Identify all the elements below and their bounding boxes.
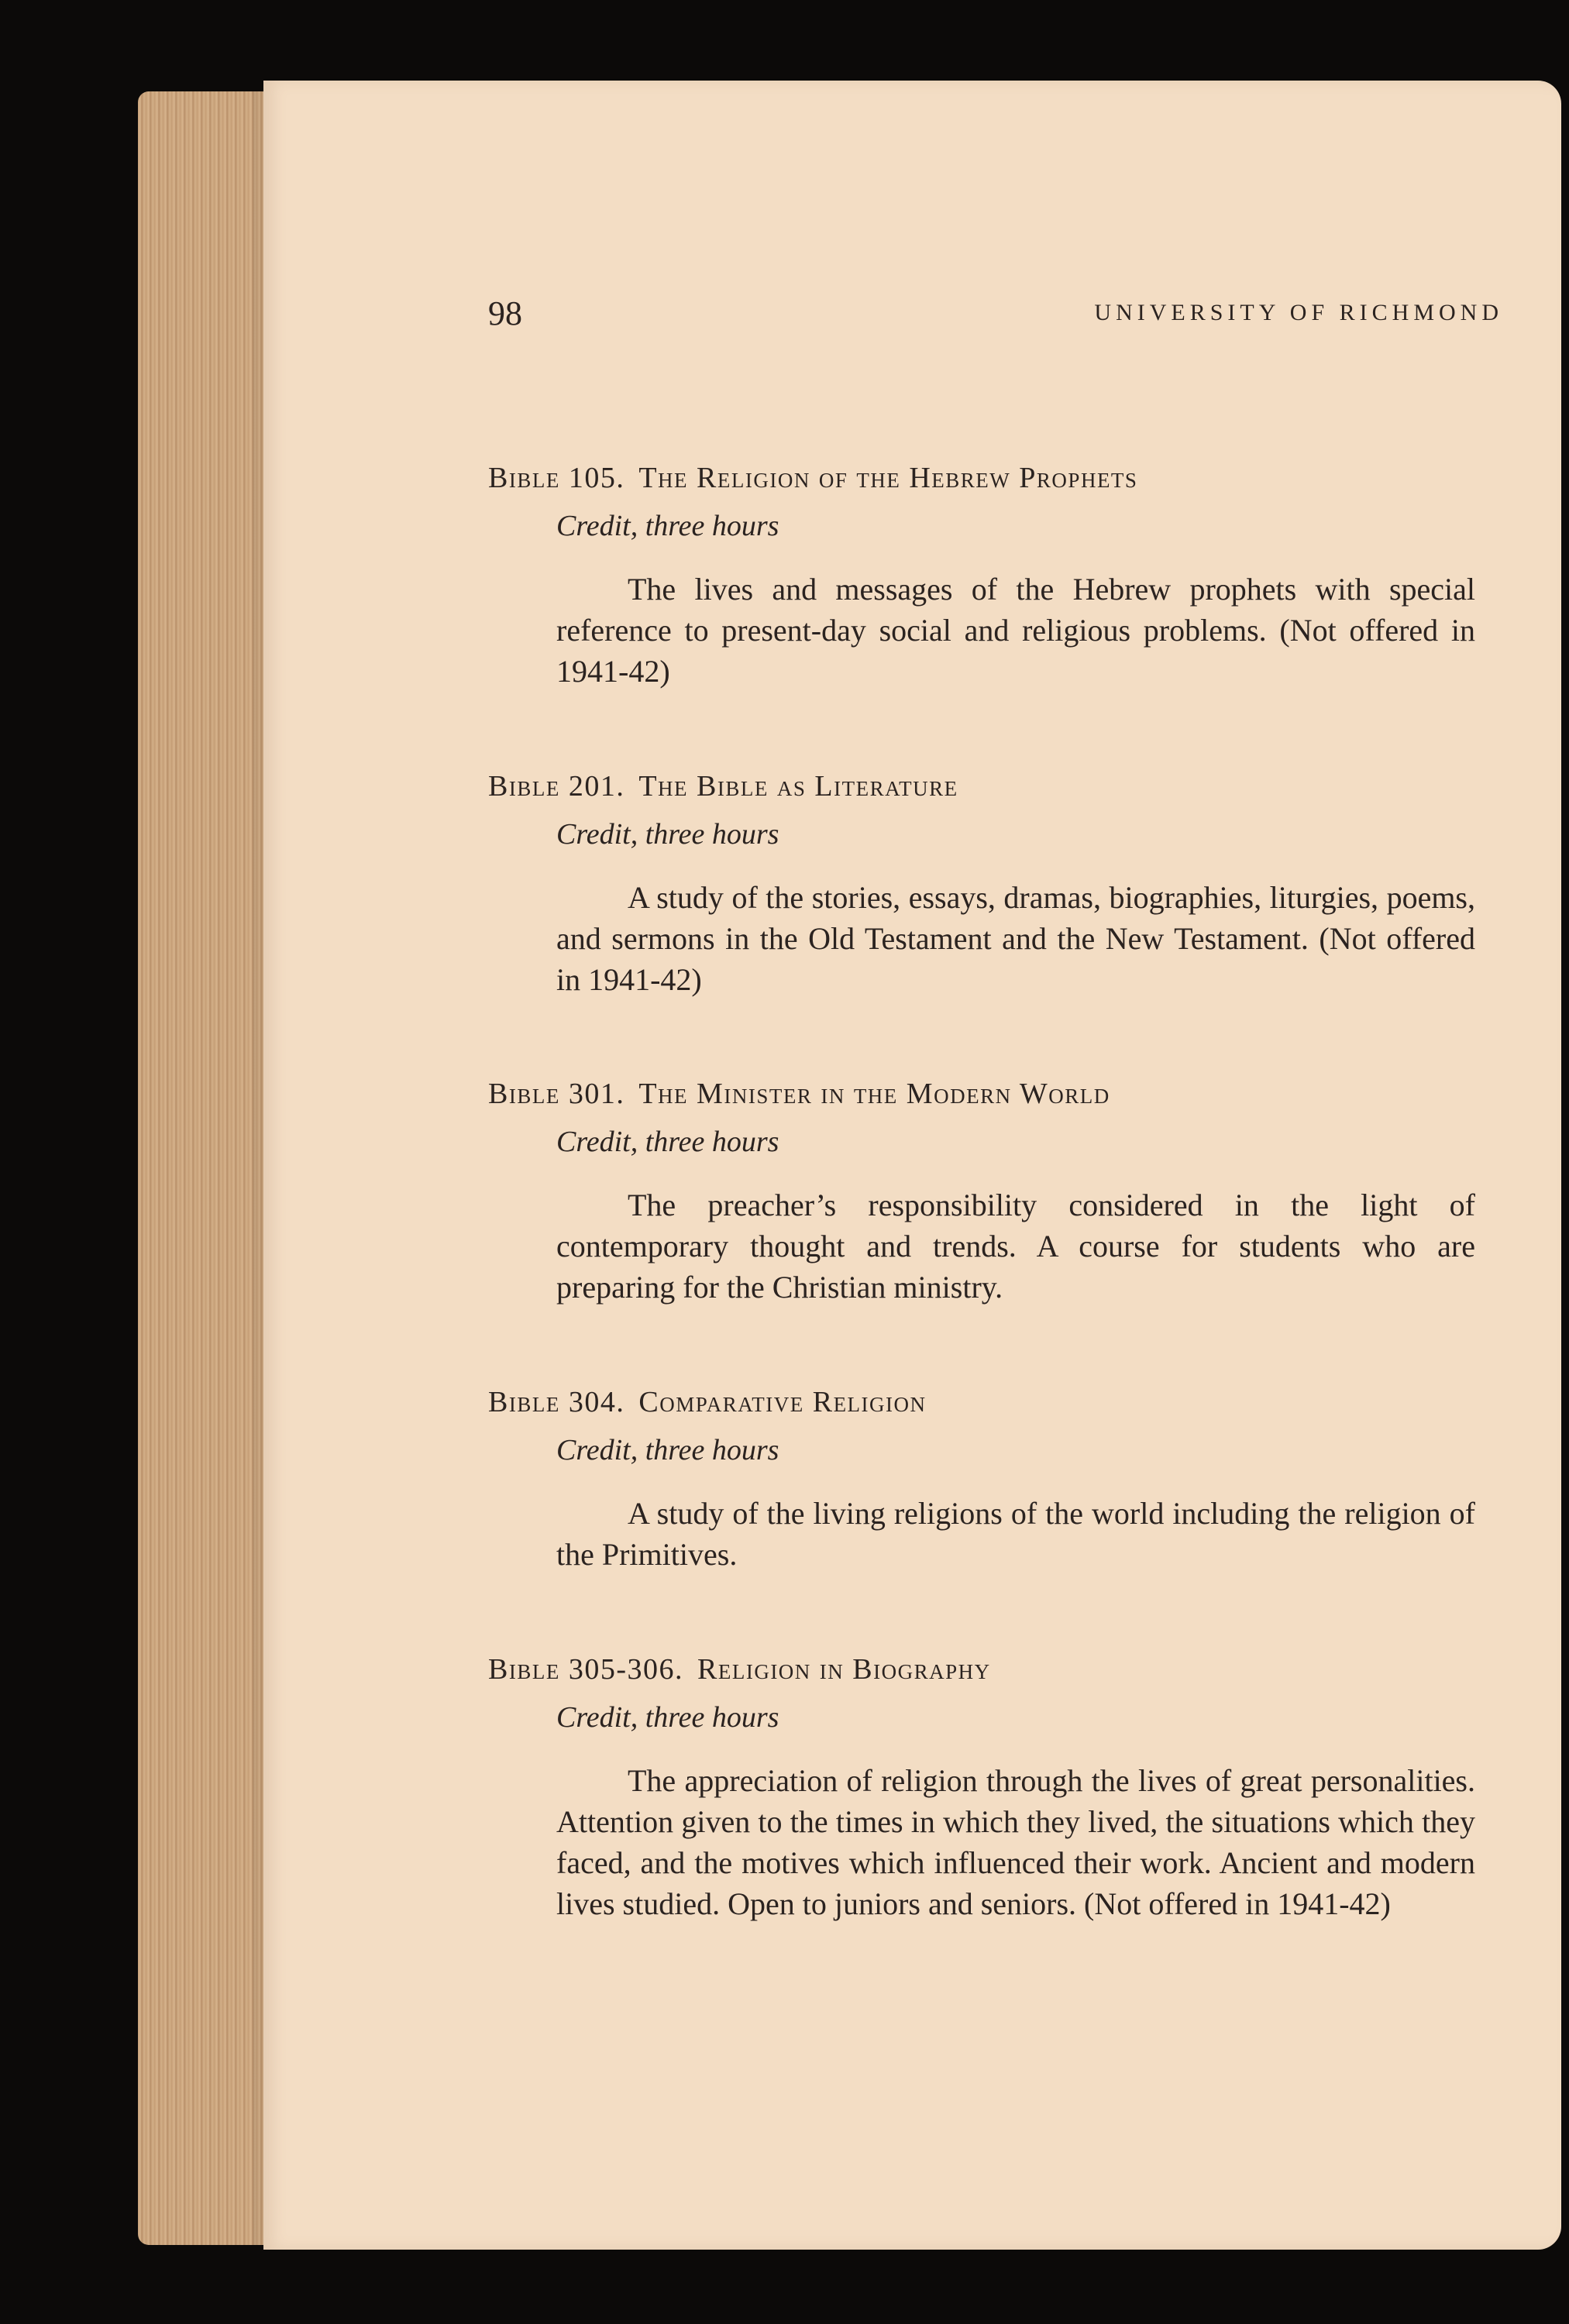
course-description: The appreciation of religion through the lives of great personalities. Attention given to the times in which they lived, the situations which they faced, and the motives which influenced their work. Ancient and modern lives studied. Open to juniors and seniors. (Not offered in 1941-42): [556, 1763, 1475, 1921]
course-code: Bible 304.: [488, 1386, 625, 1418]
course-title: The Bible as Literature: [638, 770, 958, 803]
course-credit: Credit, three hours: [556, 1434, 779, 1466]
course-entry-bible-201: [488, 768, 1526, 1000]
book-page-edges: [138, 91, 270, 2245]
course-entry-bible-301: [488, 1076, 1526, 1308]
course-description: The preacher’s responsibility considered in the light of contemporary thought and trends. A course for students who are preparing for the Christian ministry.: [556, 1188, 1475, 1305]
course-title: Religion in Biography: [697, 1653, 991, 1686]
course-credit: Credit, three hours: [556, 818, 779, 851]
course-code: Bible 105.: [488, 462, 625, 494]
course-credit: Credit, three hours: [556, 510, 779, 542]
course-entry-bible-105: [488, 460, 1526, 692]
course-heading: [488, 1384, 1526, 1420]
course-heading: [488, 768, 1526, 804]
course-title: Comparative Religion: [638, 1386, 927, 1418]
course-entry-bible-305-306: [488, 1652, 1526, 1924]
course-description: A study of the stories, essays, dramas, biographies, liturgies, poems, and sermons in the Old Testament and the New Testament. (Not offered in 1941-42): [556, 880, 1475, 997]
course-heading: [488, 460, 1526, 496]
course-description: A study of the living religions of the world including the religion of the Primitives.: [556, 1496, 1475, 1572]
page-number: 98: [488, 294, 522, 332]
running-head: [488, 294, 1503, 340]
course-title: The Minister in the Modern World: [638, 1078, 1110, 1110]
course-heading: [488, 1076, 1526, 1112]
course-code: Bible 201.: [488, 770, 625, 803]
course-code: Bible 301.: [488, 1078, 625, 1110]
course-title: The Religion of the Hebrew Prophets: [638, 462, 1138, 494]
course-credit: Credit, three hours: [556, 1701, 779, 1734]
course-credit: Credit, three hours: [556, 1126, 779, 1158]
course-code: Bible 305-306.: [488, 1653, 683, 1686]
course-heading: [488, 1652, 1526, 1687]
book-page: [263, 81, 1561, 2250]
course-description: The lives and messages of the Hebrew prophets with special reference to present-day social and religious problems. (Not offered in 1941-42): [556, 572, 1475, 689]
running-title: UNIVERSITY OF RICHMOND: [1094, 300, 1503, 325]
course-entry-bible-304: [488, 1384, 1526, 1575]
